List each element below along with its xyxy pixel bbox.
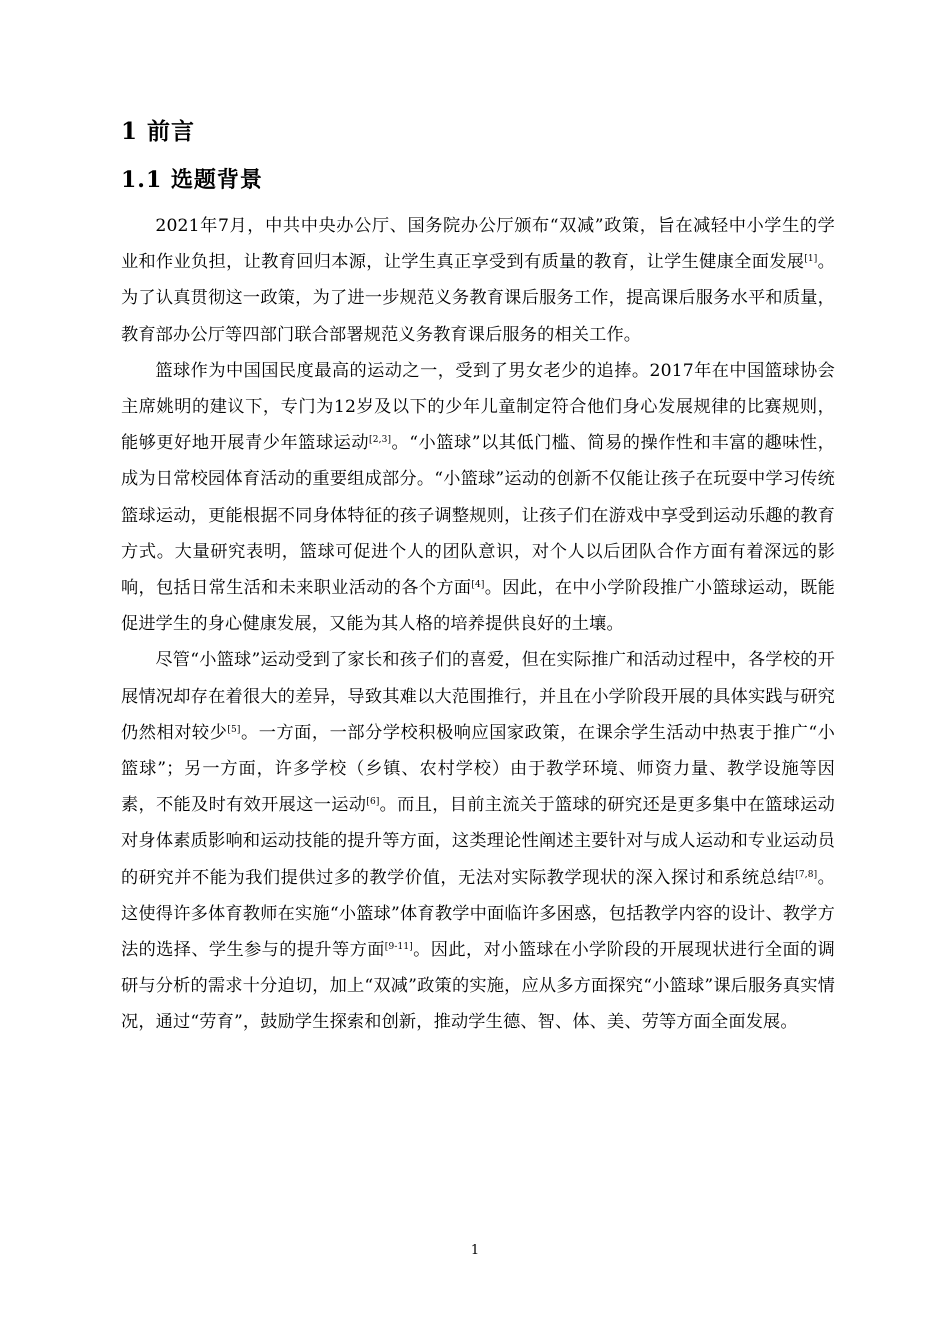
text-run: 尽管“小篮球”运动受到了家长和孩子们的喜爱，但在实际推广和活动过程中，各学校的开展情况却存在着很大的差异，导致其难以大范围推行，并且在小学阶段开展的具体实践与研究仍然相对较少 [121, 650, 835, 743]
text-run: 。而且，目前主流关于篮球的研究还是更多集中在篮球运动对身体素质影响和运动技能的提升等方面，这类理论性阐述主要针对与成人运动和专业运动员的研究并不能为我们提供过多的教学价值，无法对实际教学现状的深入探讨和系统总结 [121, 795, 835, 888]
paragraph-2 [121, 353, 835, 643]
citation: [4] [471, 580, 485, 591]
citation: [5] [227, 724, 241, 735]
text-run: 。“小篮球”以其低门槛、简易的操作性和丰富的趣味性，成为日常校园体育活动的重要组成部分。“小篮球”运动的创新不仅能让孩子在玩耍中学习传统篮球运动，更能根据不同身体特征的孩子调整规则，让孩子们在游戏中享受到运动乐趣的教育方式。大量研究表明，篮球可促进个人的团队意识，对个人以后团队合作方面有着深远的影响，包括日常生活和未来职业活动的各个方面 [121, 433, 835, 599]
text-run: 。因此，在中小学阶段推广小篮球运动，既能促进学生的身心健康发展，又能为其人格的培养提供良好的土壤。 [121, 578, 835, 635]
text-run: 。为了认真贯彻这一政策，为了进一步规范义务教育课后服务工作，提高课后服务水平和质量，教育部办公厅等四部门联合部署规范义务教育课后服务的相关工作。 [121, 252, 835, 345]
section-heading: 1.1 选题背景 [121, 167, 263, 193]
citation: [6] [366, 797, 380, 808]
citation: [1] [804, 254, 818, 265]
citation: [7,8] [795, 869, 818, 880]
text-run: 2021年7月，中共中央办公厅、国务院办公厅颁布“双减”政策，旨在减轻中小学生的学业和作业负担，让教育回归本源，让学生真正享受到有质量的教育，让学生健康全面发展 [121, 216, 835, 273]
page-number: 1 [470, 1243, 480, 1258]
citation: [2,3] [369, 435, 392, 446]
paragraph-3 [121, 642, 835, 1040]
text-run: 。这使得许多体育教师在实施“小篮球”体育教学中面临许多困惑，包括教学内容的设计、教学方法的选择、学生参与的提升等方面 [121, 867, 835, 961]
citation: [9-11] [384, 942, 413, 953]
chapter-heading: 1 前言 [121, 118, 196, 145]
paragraph-1 [121, 208, 835, 353]
text-run: 。因此，对小篮球在小学阶段的开展现状进行全面的调研与分析的需求十分迫切，加上“双减”政策的实施，应从多方面探究“小篮球”课后服务真实情况，通过“劳育”，鼓励学生探索和创新，推动学生德、智、体、美、劳等方面全面发展。 [121, 940, 835, 1033]
text-run: 。一方面，一部分学校积极响应国家政策，在课余学生活动中热衷于推广“小篮球”；另一方面，许多学校（乡镇、农村学校）由于教学环境、师资力量、教学设施等因素，不能及时有效开展这一运动 [121, 722, 836, 816]
text-run: 篮球作为中国国民度最高的运动之一，受到了男女老少的追捧。2017年在中国篮球协会主席姚明的建议下，专门为12岁及以下的少年儿童制定符合他们身心发展规律的比赛规则，能够更好地开展青少年篮球运动 [121, 360, 835, 454]
body-text [121, 208, 835, 1041]
